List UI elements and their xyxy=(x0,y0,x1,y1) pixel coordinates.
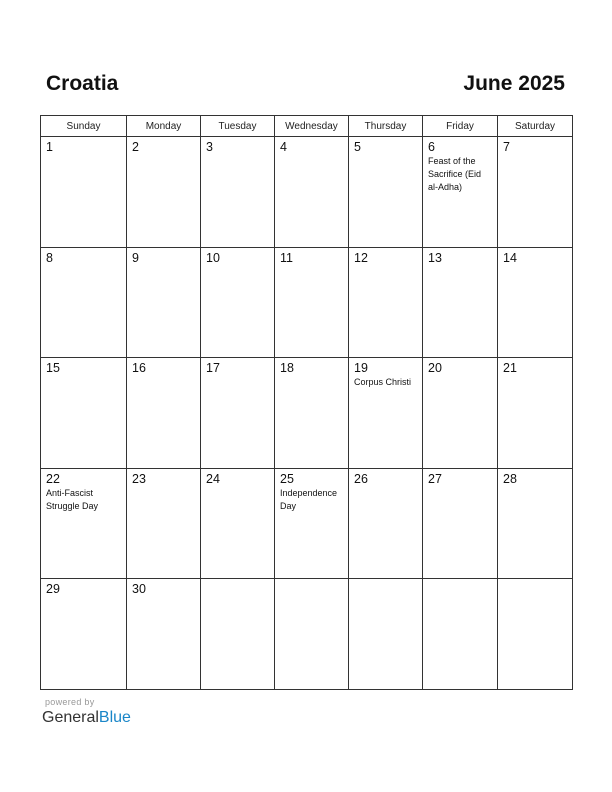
day-number: 27 xyxy=(428,471,442,486)
day-number: 26 xyxy=(354,471,368,486)
weekday-header-row xyxy=(41,116,573,137)
day-cell xyxy=(127,468,201,579)
week-row xyxy=(41,468,573,579)
weekday-header: Thursday xyxy=(349,116,423,137)
day-number: 14 xyxy=(503,250,517,265)
day-cell xyxy=(127,247,201,358)
month-year-title: June 2025 xyxy=(463,72,565,95)
day-number: 30 xyxy=(132,582,146,597)
day-cell xyxy=(275,137,349,248)
day-number: 16 xyxy=(132,361,146,376)
day-cell xyxy=(201,579,275,690)
week-row xyxy=(41,247,573,358)
day-cell xyxy=(498,579,573,690)
weekday-header: Friday xyxy=(423,116,498,137)
day-cell xyxy=(41,579,127,690)
day-cell xyxy=(201,137,275,248)
day-cell xyxy=(275,468,349,579)
day-cell xyxy=(201,247,275,358)
powered-by-text: powered by xyxy=(45,697,95,707)
day-number: 10 xyxy=(206,250,220,265)
day-number: 7 xyxy=(503,140,510,154)
day-cell xyxy=(41,468,127,579)
brand-general-text: General xyxy=(42,709,99,726)
day-number: 18 xyxy=(280,361,294,376)
generalblue-logo[interactable] xyxy=(42,708,131,728)
day-number: 12 xyxy=(354,250,368,265)
day-number: 28 xyxy=(503,471,517,486)
day-number: 15 xyxy=(46,361,60,376)
day-number: 24 xyxy=(206,471,220,486)
week-row xyxy=(41,358,573,469)
calendar-grid xyxy=(40,115,573,690)
day-number: 9 xyxy=(132,250,139,265)
day-cell xyxy=(423,358,498,469)
day-number: 29 xyxy=(46,582,60,597)
day-number: 21 xyxy=(503,361,517,376)
day-number: 13 xyxy=(428,250,442,265)
day-number: 20 xyxy=(428,361,442,376)
day-number: 25 xyxy=(280,471,294,486)
day-cell xyxy=(423,579,498,690)
holiday-label: Corpus Christi xyxy=(354,377,412,388)
day-cell xyxy=(127,579,201,690)
day-number: 8 xyxy=(46,250,53,265)
week-row xyxy=(41,579,573,690)
day-number: 3 xyxy=(206,140,213,154)
day-number: 17 xyxy=(206,361,220,376)
day-cell xyxy=(201,468,275,579)
day-cell xyxy=(275,579,349,690)
day-number: 4 xyxy=(280,140,287,154)
day-cell xyxy=(41,247,127,358)
day-cell xyxy=(423,137,498,248)
day-number: 19 xyxy=(354,361,368,376)
day-number: 11 xyxy=(280,250,293,265)
day-cell xyxy=(498,137,573,248)
day-cell xyxy=(498,247,573,358)
week-row xyxy=(41,137,573,248)
day-cell xyxy=(349,247,423,358)
brand-blue-text: Blue xyxy=(98,709,131,726)
day-number: 5 xyxy=(354,140,361,154)
holiday-label: Independence Day xyxy=(280,487,338,511)
day-cell xyxy=(275,247,349,358)
day-number: 23 xyxy=(132,471,146,486)
day-cell xyxy=(275,358,349,469)
day-cell xyxy=(349,137,423,248)
weekday-header: Wednesday xyxy=(275,116,349,137)
weekday-header: Sunday xyxy=(41,116,127,137)
day-cell xyxy=(201,358,275,469)
country-title: Croatia xyxy=(46,72,119,95)
holiday-label: Feast of the Sacrifice (Eid al-Adha) xyxy=(428,156,482,192)
day-cell xyxy=(349,579,423,690)
day-cell xyxy=(498,358,573,469)
weekday-header: Tuesday xyxy=(201,116,275,137)
day-cell xyxy=(127,358,201,469)
day-cell xyxy=(127,137,201,248)
holiday-label: Anti-Fascist Struggle Day xyxy=(46,487,99,511)
day-number: 22 xyxy=(46,471,60,486)
day-number: 1 xyxy=(46,140,53,154)
weekday-header: Monday xyxy=(127,116,201,137)
day-cell xyxy=(41,137,127,248)
day-cell xyxy=(498,468,573,579)
day-number: 2 xyxy=(132,140,139,154)
day-cell xyxy=(349,468,423,579)
weekday-header: Saturday xyxy=(498,116,573,137)
day-number: 6 xyxy=(428,140,435,154)
day-cell xyxy=(423,468,498,579)
day-cell xyxy=(41,358,127,469)
day-cell xyxy=(423,247,498,358)
day-cell xyxy=(349,358,423,469)
